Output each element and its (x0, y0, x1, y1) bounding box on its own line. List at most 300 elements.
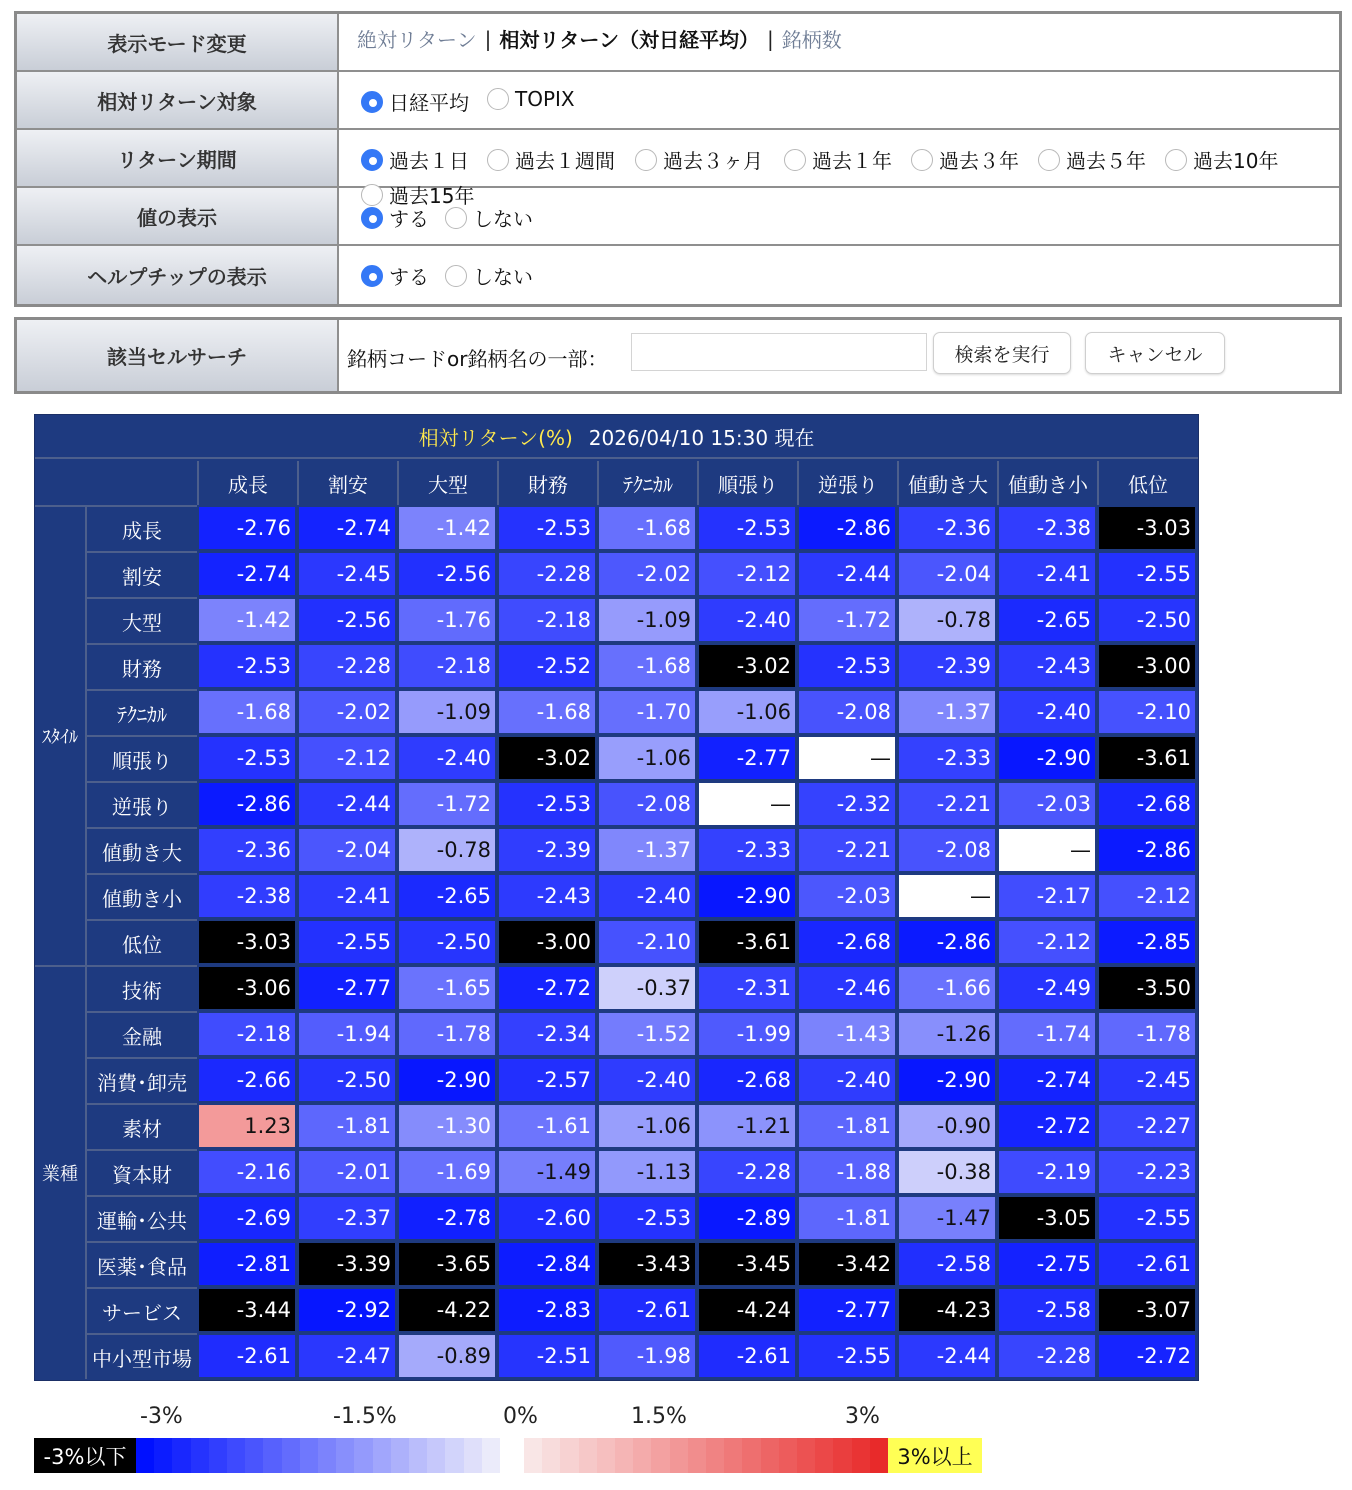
legend-swatch (427, 1438, 446, 1473)
radio-button[interactable] (784, 149, 806, 171)
heatmap-cell[interactable]: -3.45 (699, 1243, 795, 1285)
heatmap-cell[interactable]: -3.61 (1099, 737, 1195, 779)
heatmap-cell[interactable]: -4.23 (899, 1289, 995, 1331)
return-period-label: リターン期間 (17, 130, 339, 186)
radio-period-1d[interactable] (361, 145, 469, 174)
legend-swatch (245, 1438, 264, 1473)
heatmap-cell[interactable]: -3.00 (1099, 645, 1195, 687)
heatmap-cell[interactable]: -2.61 (699, 1335, 795, 1377)
column-header: 低位 (1097, 461, 1197, 505)
heatmap-cell[interactable]: -2.65 (399, 875, 495, 917)
legend-swatch (154, 1438, 173, 1473)
group-header: ｽﾀｲﾙ (35, 505, 85, 965)
heatmap-cell[interactable]: -2.17 (999, 875, 1095, 917)
heatmap-cell[interactable]: -1.78 (399, 1013, 495, 1055)
mode-separator: | (766, 26, 774, 51)
radio-label: する (389, 207, 429, 231)
heatmap-cell[interactable]: -2.41 (299, 875, 395, 917)
heatmap-cell[interactable]: -1.68 (599, 507, 695, 549)
heatmap-cell[interactable]: -3.02 (699, 645, 795, 687)
heatmap-cell[interactable]: -2.18 (499, 599, 595, 641)
heatmap-cell[interactable]: -1.52 (599, 1013, 695, 1055)
heatmap-cell[interactable]: -2.56 (299, 599, 395, 641)
radio-button[interactable] (635, 149, 657, 171)
heatmap-cell[interactable]: -2.01 (299, 1151, 395, 1193)
radio-label: する (389, 265, 429, 289)
heatmap-cell[interactable]: -3.50 (1099, 967, 1195, 1009)
heatmap-cell[interactable]: -2.28 (999, 1335, 1095, 1377)
heatmap-cell[interactable]: -2.83 (499, 1289, 595, 1331)
heatmap-cell[interactable]: -2.69 (199, 1197, 295, 1239)
heatmap-cell[interactable]: -1.66 (899, 967, 995, 1009)
legend-swatch (227, 1438, 246, 1473)
legend-swatch (651, 1438, 670, 1473)
heatmap-cell[interactable]: -2.02 (299, 691, 395, 733)
search-cancel-button[interactable]: キャンセル (1085, 332, 1225, 374)
heatmap-cell[interactable]: -2.18 (399, 645, 495, 687)
heatmap-cell[interactable]: -2.77 (699, 737, 795, 779)
heatmap-cell[interactable]: -1.78 (1099, 1013, 1195, 1055)
heatmap-cell[interactable]: -1.61 (499, 1105, 595, 1147)
heatmap-cell[interactable]: -1.42 (399, 507, 495, 549)
heatmap-cell[interactable]: -2.53 (699, 507, 795, 549)
heatmap-cell[interactable]: -2.57 (499, 1059, 595, 1101)
heatmap-cell[interactable]: -3.03 (1099, 507, 1195, 549)
legend-swatch (524, 1438, 543, 1473)
heatmap-cell[interactable]: -2.53 (499, 507, 595, 549)
heatmap-cell[interactable]: -2.77 (299, 967, 395, 1009)
radio-button-selected[interactable] (361, 207, 383, 229)
heatmap-cell[interactable]: -2.55 (1099, 553, 1195, 595)
heatmap-cell[interactable]: -2.53 (799, 645, 895, 687)
mode-relative-return-current: 相対リターン（対日経平均） (499, 28, 759, 52)
heatmap-cell[interactable]: — (999, 829, 1095, 871)
heatmap-cell[interactable]: -2.53 (199, 645, 295, 687)
heatmap-cell[interactable]: -2.78 (399, 1197, 495, 1239)
heatmap-cell[interactable]: -2.28 (499, 553, 595, 595)
heatmap-cell[interactable]: -2.56 (399, 553, 495, 595)
heatmap-cell[interactable]: -4.24 (699, 1289, 795, 1331)
heatmap-cell[interactable]: -2.74 (999, 1059, 1095, 1101)
relative-target-row (17, 72, 1339, 130)
heatmap-cell[interactable]: -1.94 (299, 1013, 395, 1055)
legend-swatch (797, 1438, 816, 1473)
legend-low-label: -3%以下 (34, 1438, 136, 1473)
show-values-label: 値の表示 (17, 188, 339, 244)
legend-swatch (482, 1438, 501, 1473)
radio-button-selected[interactable] (361, 149, 383, 171)
heatmap-cell[interactable]: -2.36 (899, 507, 995, 549)
heatmap-cell[interactable]: -2.61 (599, 1289, 695, 1331)
heatmap-cell[interactable]: -2.12 (999, 921, 1095, 963)
heatmap-cell[interactable]: -2.60 (499, 1197, 595, 1239)
heatmap-cell[interactable]: -1.72 (399, 783, 495, 825)
heatmap-cell[interactable]: -2.61 (1099, 1243, 1195, 1285)
heatmap-cell[interactable]: -2.31 (699, 967, 795, 1009)
heatmap-cell[interactable]: -2.10 (1099, 691, 1195, 733)
heatmap-cell[interactable]: -2.38 (999, 507, 1095, 549)
legend-swatch (633, 1438, 652, 1473)
heatmap-cell[interactable]: -2.92 (299, 1289, 395, 1331)
heatmap-cell[interactable]: -2.52 (499, 645, 595, 687)
heatmap-cell[interactable]: -2.23 (1099, 1151, 1195, 1193)
heatmap-cell[interactable]: -1.42 (199, 599, 295, 641)
heatmap-cell[interactable]: -1.69 (399, 1151, 495, 1193)
heatmap-cell[interactable]: -2.04 (299, 829, 395, 871)
radio-period-5y[interactable] (1038, 145, 1146, 174)
heatmap-cell[interactable]: -3.39 (299, 1243, 395, 1285)
heatmap-cell[interactable]: -2.46 (799, 967, 895, 1009)
heatmap-cell[interactable]: -0.38 (899, 1151, 995, 1193)
legend-swatch (263, 1438, 282, 1473)
heatmap-cell[interactable]: -2.19 (999, 1151, 1095, 1193)
heatmap-cell[interactable]: -1.98 (599, 1335, 695, 1377)
heatmap-cell[interactable]: -2.74 (299, 507, 395, 549)
heatmap-title-bar (35, 415, 1198, 459)
row-header: 値動き大 (85, 827, 197, 873)
heatmap-cell[interactable]: -2.77 (799, 1289, 895, 1331)
radio-nikkei[interactable] (361, 87, 469, 116)
heatmap-cell[interactable]: -2.04 (899, 553, 995, 595)
heatmap-cell[interactable]: -1.21 (699, 1105, 795, 1147)
heatmap-cell[interactable]: -2.43 (999, 645, 1095, 687)
row-header: 低位 (85, 919, 197, 965)
legend-swatch (172, 1438, 191, 1473)
heatmap-cell[interactable]: -2.38 (199, 875, 295, 917)
heatmap-cell[interactable]: -2.58 (999, 1289, 1095, 1331)
return-period-row (17, 130, 1339, 208)
heatmap-cell[interactable]: -2.65 (999, 599, 1095, 641)
heatmap-cell[interactable]: -2.08 (599, 783, 695, 825)
heatmap-cell[interactable]: -1.37 (599, 829, 695, 871)
heatmap-cell[interactable]: -2.43 (499, 875, 595, 917)
heatmap-cell[interactable]: -2.36 (199, 829, 295, 871)
mode-absolute-return-link[interactable]: 絶対リターン (357, 28, 477, 52)
heatmap-cell[interactable]: -3.02 (499, 737, 595, 779)
heatmap-cell[interactable]: -3.42 (799, 1243, 895, 1285)
heatmap-cell[interactable]: -3.44 (199, 1289, 295, 1331)
heatmap-cell[interactable]: -0.37 (599, 967, 695, 1009)
cell-search-row (17, 320, 1339, 391)
row-header: 財務 (85, 643, 197, 689)
heatmap-cell[interactable]: -2.55 (1099, 1197, 1195, 1239)
column-header: 順張り (697, 461, 797, 505)
heatmap-cell[interactable]: -1.88 (799, 1151, 895, 1193)
radio-button[interactable] (445, 265, 467, 287)
radio-button[interactable] (487, 88, 509, 110)
heatmap-cell[interactable]: -2.86 (799, 507, 895, 549)
legend-swatch (464, 1438, 483, 1473)
heatmap-cell[interactable]: -1.06 (599, 737, 695, 779)
heatmap-cell[interactable]: -2.53 (599, 1197, 695, 1239)
search-input[interactable] (631, 333, 927, 371)
radio-button-selected[interactable] (361, 91, 383, 113)
heatmap-cell[interactable]: -2.39 (899, 645, 995, 687)
heatmap-cell[interactable]: — (899, 875, 995, 917)
heatmap-cell[interactable]: -2.10 (599, 921, 695, 963)
heatmap-cell[interactable]: -2.51 (499, 1335, 595, 1377)
radio-period-3m[interactable] (635, 145, 763, 174)
heatmap-cell[interactable]: -2.68 (799, 921, 895, 963)
heatmap-cell[interactable]: -2.50 (1099, 599, 1195, 641)
heatmap-cell[interactable]: -1.65 (399, 967, 495, 1009)
radio-button[interactable] (487, 149, 509, 171)
radio-label: 過去３ヶ月 (663, 149, 763, 173)
heatmap-cell[interactable]: -3.05 (999, 1197, 1095, 1239)
radio-button[interactable] (445, 207, 467, 229)
heatmap-cell[interactable]: -3.43 (599, 1243, 695, 1285)
radio-label: 過去３年 (939, 149, 1019, 173)
heatmap-cell[interactable]: -2.85 (1099, 921, 1195, 963)
row-header: 運輸･公共 (85, 1195, 197, 1241)
heatmap-cell[interactable]: -2.81 (199, 1243, 295, 1285)
heatmap-cell[interactable]: -2.47 (299, 1335, 395, 1377)
heatmap-cell[interactable]: -2.86 (199, 783, 295, 825)
radio-label: 過去１年 (812, 149, 892, 173)
heatmap-cell[interactable]: -2.03 (799, 875, 895, 917)
legend-swatch (688, 1438, 707, 1473)
settings-panel (14, 11, 1342, 307)
radio-button[interactable] (1038, 149, 1060, 171)
legend-swatch (209, 1438, 228, 1473)
legend-swatch (409, 1438, 428, 1473)
heatmap-cell[interactable]: — (799, 737, 895, 779)
column-header: 割安 (297, 461, 397, 505)
heatmap-cell[interactable]: -1.81 (299, 1105, 395, 1147)
heatmap-cell[interactable]: -1.06 (599, 1105, 695, 1147)
heatmap-cell[interactable]: -2.39 (499, 829, 595, 871)
heatmap-cell[interactable]: -2.55 (799, 1335, 895, 1377)
legend-swatch (852, 1438, 871, 1473)
legend-swatch (579, 1438, 598, 1473)
radio-show-help-yes[interactable] (361, 261, 429, 290)
radio-show-help-no[interactable] (445, 261, 533, 290)
heatmap-cell[interactable]: -1.68 (199, 691, 295, 733)
heatmap-cell[interactable]: -2.72 (499, 967, 595, 1009)
heatmap-cell[interactable]: -1.49 (499, 1151, 595, 1193)
heatmap-cell[interactable]: -2.44 (899, 1335, 995, 1377)
column-header: 成長 (197, 461, 297, 505)
heatmap-cell[interactable]: -2.28 (299, 645, 395, 687)
heatmap-cell[interactable]: -1.30 (399, 1105, 495, 1147)
heatmap-cell[interactable]: -0.89 (399, 1335, 495, 1377)
heatmap-cell[interactable]: -2.40 (799, 1059, 895, 1101)
legend-tick: 1.5% (631, 1404, 687, 1429)
row-header: サービス (85, 1287, 197, 1333)
heatmap-cell[interactable]: -0.78 (399, 829, 495, 871)
show-help-row (17, 246, 1339, 304)
legend-swatch (282, 1438, 301, 1473)
heatmap-cell[interactable]: -2.03 (999, 783, 1095, 825)
heatmap-cell[interactable]: -2.50 (399, 921, 495, 963)
heatmap-cell[interactable]: -2.68 (699, 1059, 795, 1101)
heatmap-cell[interactable]: -1.13 (599, 1151, 695, 1193)
mode-stock-count-link[interactable]: 銘柄数 (781, 28, 842, 52)
row-header: 値動き小 (85, 873, 197, 919)
radio-topix[interactable] (487, 87, 575, 111)
radio-period-3y[interactable] (911, 145, 1019, 174)
heatmap-cell[interactable]: -1.26 (899, 1013, 995, 1055)
heatmap-cell[interactable]: -1.37 (899, 691, 995, 733)
heatmap-cell[interactable]: -2.28 (699, 1151, 795, 1193)
row-header: 逆張り (85, 781, 197, 827)
heatmap-cell[interactable]: -2.41 (999, 553, 1095, 595)
heatmap-cell[interactable]: -2.76 (199, 507, 295, 549)
heatmap-cell[interactable]: -1.81 (799, 1105, 895, 1147)
heatmap-cell[interactable]: -1.09 (399, 691, 495, 733)
heatmap-cell[interactable]: -3.06 (199, 967, 295, 1009)
radio-button[interactable] (1165, 149, 1187, 171)
heatmap-cell[interactable]: -2.75 (999, 1243, 1095, 1285)
heatmap-cell[interactable]: -4.22 (399, 1289, 495, 1331)
radio-label: 過去15年 (389, 184, 475, 208)
heatmap-cell[interactable]: -2.12 (1099, 875, 1195, 917)
heatmap-cell[interactable]: -2.21 (899, 783, 995, 825)
heatmap-cell[interactable]: -2.40 (599, 875, 695, 917)
heatmap-cell[interactable]: -2.40 (999, 691, 1095, 733)
column-header: 値動き小 (997, 461, 1097, 505)
heatmap-cell[interactable]: -2.08 (799, 691, 895, 733)
heatmap-cell[interactable]: -2.27 (1099, 1105, 1195, 1147)
heatmap-cell[interactable]: -0.90 (899, 1105, 995, 1147)
heatmap-cell[interactable]: -3.07 (1099, 1289, 1195, 1331)
heatmap-cell[interactable]: -2.44 (299, 783, 395, 825)
heatmap-cell[interactable]: -2.37 (299, 1197, 395, 1239)
legend-tick: -3% (140, 1404, 183, 1429)
cell-search-label: 該当セルサーチ (17, 320, 339, 391)
row-header: 医薬･食品 (85, 1241, 197, 1287)
row-header: 大型 (85, 597, 197, 643)
heatmap-table (34, 414, 1199, 1381)
radio-label: TOPIX (515, 87, 575, 111)
radio-label: しない (473, 265, 533, 289)
radio-label: 過去１日 (389, 149, 469, 173)
row-header: 割安 (85, 551, 197, 597)
heatmap-cell[interactable]: -1.99 (699, 1013, 795, 1055)
radio-period-1y[interactable] (784, 145, 892, 174)
radio-period-10y[interactable] (1165, 145, 1278, 174)
heatmap-cell[interactable]: -1.72 (799, 599, 895, 641)
heatmap-cell[interactable]: -2.12 (699, 553, 795, 595)
heatmap-cell[interactable]: -1.68 (599, 645, 695, 687)
legend-swatch (833, 1438, 852, 1473)
search-prompt: 銘柄コードor銘柄名の一部： (347, 347, 608, 371)
heatmap-cell[interactable]: -2.66 (199, 1059, 295, 1101)
heatmap-cell[interactable]: -3.03 (199, 921, 295, 963)
legend-swatch (391, 1438, 410, 1473)
heatmap-cell[interactable]: -2.45 (299, 553, 395, 595)
column-header: ﾃｸﾆｶﾙ (597, 461, 697, 505)
radio-period-1w[interactable] (487, 145, 615, 174)
relative-target-label: 相対リターン対象 (17, 72, 339, 128)
heatmap-cell[interactable]: -1.76 (399, 599, 495, 641)
heatmap-cell[interactable]: -2.44 (799, 553, 895, 595)
legend-swatch (870, 1438, 889, 1473)
search-run-button[interactable]: 検索を実行 (933, 332, 1071, 374)
show-values-row (17, 188, 1339, 246)
heatmap-cell[interactable]: -3.61 (699, 921, 795, 963)
radio-label: 過去５年 (1066, 149, 1146, 173)
heatmap-cell[interactable]: -2.58 (899, 1243, 995, 1285)
heatmap-cell[interactable]: -2.32 (799, 783, 895, 825)
heatmap-cell[interactable]: -1.81 (799, 1197, 895, 1239)
heatmap-cell[interactable]: -2.55 (299, 921, 395, 963)
heatmap-cell[interactable]: -2.90 (699, 875, 795, 917)
heatmap-cell[interactable]: -1.06 (699, 691, 795, 733)
heatmap-cell[interactable]: -2.45 (1099, 1059, 1195, 1101)
heatmap-cell[interactable]: -2.84 (499, 1243, 595, 1285)
heatmap-cell[interactable]: — (699, 783, 795, 825)
heatmap-cell[interactable]: -1.09 (599, 599, 695, 641)
heatmap-cell[interactable]: -2.90 (999, 737, 1095, 779)
heatmap-cell[interactable]: -2.53 (499, 783, 595, 825)
heatmap-cell[interactable]: -2.08 (899, 829, 995, 871)
heatmap-cell[interactable]: -1.68 (499, 691, 595, 733)
heatmap-cell[interactable]: -2.86 (899, 921, 995, 963)
heatmap-cell[interactable]: -2.34 (499, 1013, 595, 1055)
heatmap-cell[interactable]: -2.18 (199, 1013, 295, 1055)
cell-search-panel (14, 317, 1342, 394)
radio-label: しない (473, 207, 533, 231)
legend-tick: 3% (845, 1404, 880, 1429)
heatmap-cell[interactable]: -2.86 (1099, 829, 1195, 871)
heatmap-cell[interactable]: -2.12 (299, 737, 395, 779)
row-header: 金融 (85, 1011, 197, 1057)
heatmap-cell[interactable]: -2.33 (699, 829, 795, 871)
heatmap-cell[interactable]: -2.40 (599, 1059, 695, 1101)
legend-swatch (670, 1438, 689, 1473)
legend-swatch (724, 1438, 743, 1473)
radio-period-15y[interactable] (361, 180, 474, 209)
heatmap-cell[interactable]: -3.00 (499, 921, 595, 963)
heatmap-cell[interactable]: -2.02 (599, 553, 695, 595)
heatmap-cell[interactable]: -0.78 (899, 599, 995, 641)
heatmap-cell[interactable]: -2.21 (799, 829, 895, 871)
heatmap-cell[interactable]: -2.33 (899, 737, 995, 779)
radio-button-selected[interactable] (361, 265, 383, 287)
heatmap-cell[interactable]: -1.47 (899, 1197, 995, 1239)
radio-button[interactable] (361, 184, 383, 206)
heatmap-cell[interactable]: -2.90 (399, 1059, 495, 1101)
row-header: 資本財 (85, 1149, 197, 1195)
heatmap-cell[interactable]: -2.90 (899, 1059, 995, 1101)
heatmap-cell[interactable]: -1.74 (999, 1013, 1095, 1055)
column-header: 大型 (397, 461, 497, 505)
row-header: 素材 (85, 1103, 197, 1149)
heatmap-cell[interactable]: -3.65 (399, 1243, 495, 1285)
heatmap-cell[interactable]: -2.61 (199, 1335, 295, 1377)
heatmap-cell[interactable]: -2.53 (199, 737, 295, 779)
heatmap-cell[interactable]: -2.89 (699, 1197, 795, 1239)
legend-swatch (615, 1438, 634, 1473)
row-header: 成長 (85, 505, 197, 551)
heatmap-cell[interactable]: -2.72 (1099, 1335, 1195, 1377)
radio-button[interactable] (911, 149, 933, 171)
heatmap-cell[interactable]: -2.72 (999, 1105, 1095, 1147)
heatmap-cell[interactable]: -2.68 (1099, 783, 1195, 825)
heatmap-cell[interactable]: -2.74 (199, 553, 295, 595)
heatmap-cell[interactable]: -2.49 (999, 967, 1095, 1009)
heatmap-cell[interactable]: -2.50 (299, 1059, 395, 1101)
heatmap-cell[interactable]: -2.40 (699, 599, 795, 641)
heatmap-cell[interactable]: -2.16 (199, 1151, 295, 1193)
heatmap-cell[interactable]: -1.70 (599, 691, 695, 733)
heatmap-title: 相対リターン(%) (418, 425, 573, 450)
heatmap-cell[interactable]: -2.40 (399, 737, 495, 779)
heatmap-cell[interactable]: 1.23 (199, 1105, 295, 1147)
heatmap-cell[interactable]: -1.43 (799, 1013, 895, 1055)
mode-separator: | (484, 26, 492, 51)
